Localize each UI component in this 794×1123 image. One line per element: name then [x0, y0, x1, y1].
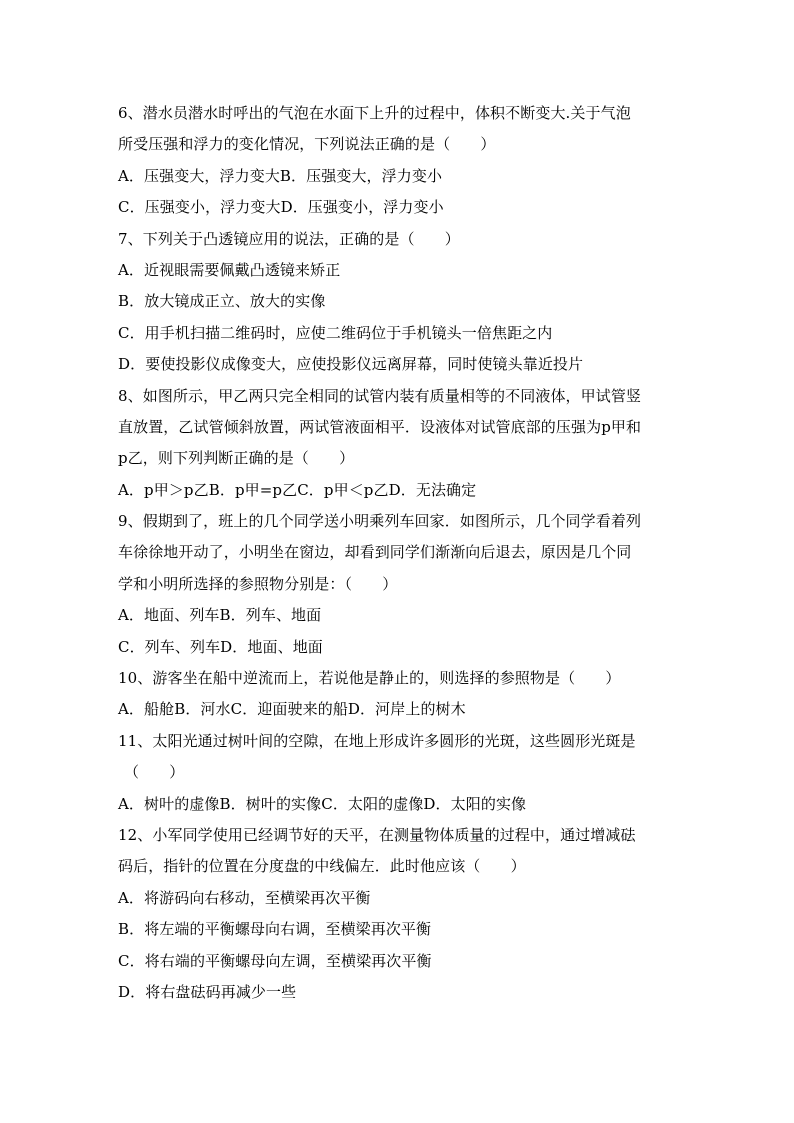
question-stem-line: 9、假期到了，班上的几个同学送小明乘列车回家．如图所示，几个同学看着列 [118, 512, 642, 531]
answer-option: A．将游码向右移动，至横梁再次平衡 [118, 888, 371, 907]
answer-option: C．用手机扫描二维码时，应使二维码位于手机镜头一倍焦距之内 [118, 323, 553, 342]
answer-option: A．压强变大，浮力变大B．压强变大，浮力变小 [118, 166, 443, 185]
question-10 [118, 663, 678, 726]
answer-option: C．列车、列车D．地面、地面 [118, 637, 323, 656]
questions-block [118, 98, 678, 1008]
question-12 [118, 820, 678, 1008]
answer-option: A．树叶的虚像B．树叶的实像C．太阳的虚像D．太阳的实像 [118, 794, 527, 813]
answer-option: A．地面、列车B．列车、地面 [118, 606, 322, 625]
answer-option: A．船舱B．河水C．迎面驶来的船D．河岸上的树木 [118, 700, 466, 719]
question-11 [118, 726, 678, 820]
answer-option: C．压强变小，浮力变大D．压强变小，浮力变小 [118, 198, 444, 217]
answer-option: D．将右盘砝码再减少一些 [118, 982, 297, 1001]
question-stem-line: 学和小明所选择的参照物分别是：（ ） [118, 574, 398, 593]
answer-option: A．p甲＞p乙B．p甲=p乙C．p甲＜p乙D．无法确定 [118, 480, 477, 499]
question-6 [118, 98, 678, 224]
question-stem-line: 直放置，乙试管倾斜放置，两试管液面相平．设液体对试管底部的压强为p甲和 [118, 417, 642, 436]
question-7 [118, 224, 678, 381]
question-stem-line: 10、游客坐在船中逆流而上，若说他是静止的，则选择的参照物是（ ） [118, 669, 621, 688]
question-9 [118, 506, 678, 663]
question-stem-line: 7、下列关于凸透镜应用的说法，正确的是（ ） [118, 229, 460, 248]
question-stem-line: p乙，则下列判断正确的是（ ） [118, 449, 355, 468]
question-stem-line: （ ） [124, 763, 185, 782]
question-stem-line: 11、太阳光通过树叶间的空隙，在地上形成许多圆形的光斑，这些圆形光斑是 [118, 731, 636, 750]
answer-option: B．将左端的平衡螺母向右调，至横梁再次平衡 [118, 920, 432, 939]
answer-option: B．放大镜成正立、放大的实像 [118, 292, 326, 311]
question-stem-line: 12、小军同学使用已经调节好的天平，在测量物体质量的过程中，通过增减砝 [118, 825, 636, 844]
question-stem-line: 所受压强和浮力的变化情况，下列说法正确的是（ ） [118, 135, 496, 154]
question-8 [118, 381, 678, 507]
question-stem-line: 6、潜水员潜水时呼出的气泡在水面下上升的过程中，体积不断变大.关于气泡 [118, 104, 631, 122]
question-stem-line: 码后，指针的位置在分度盘的中线偏左．此时他应该（ ） [118, 857, 526, 876]
question-stem-line: 8、如图所示，甲乙两只完全相同的试管内装有质量相等的不同液体，甲试管竖 [118, 386, 642, 405]
answer-option: A．近视眼需要佩戴凸透镜来矫正 [118, 260, 341, 279]
question-stem-line: 车徐徐地开动了，小明坐在窗边，却看到同学们渐渐向后退去，原因是几个同 [118, 543, 632, 562]
answer-option: D．要使投影仪成像变大，应使投影仪远离屏幕，同时使镜头靠近投片 [118, 355, 584, 374]
answer-option: C．将右端的平衡螺母向左调，至横梁再次平衡 [118, 951, 432, 970]
